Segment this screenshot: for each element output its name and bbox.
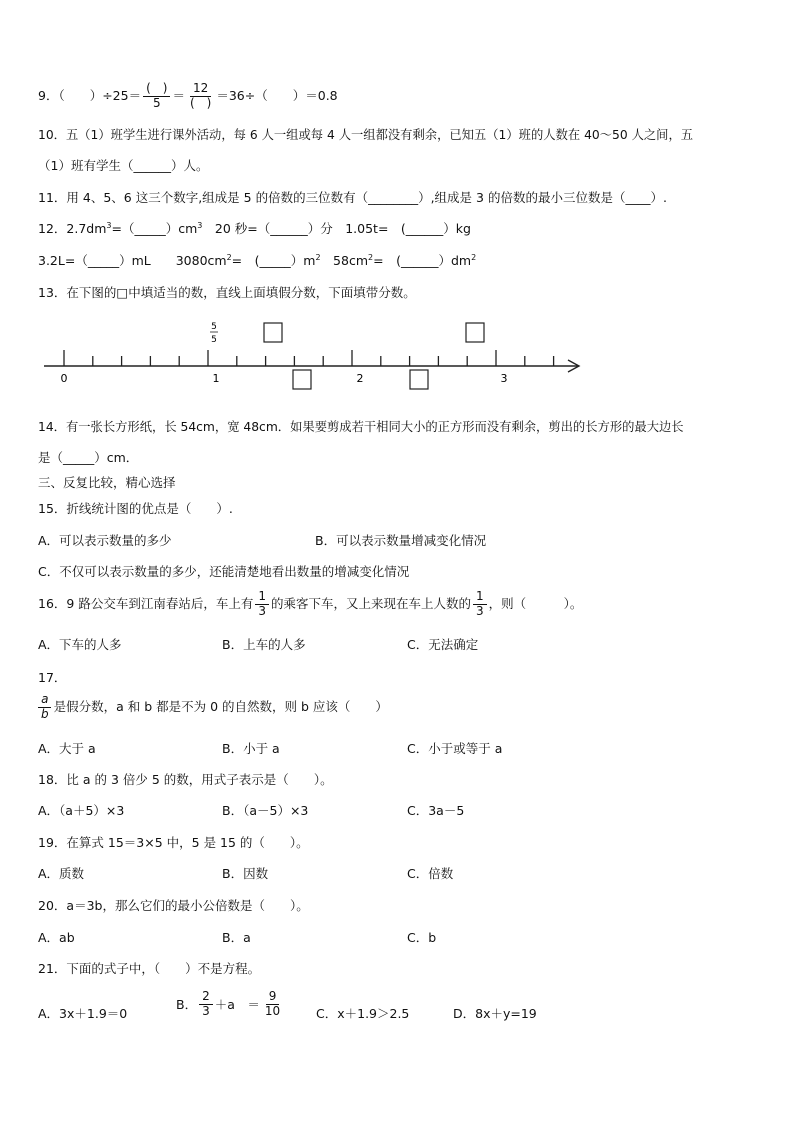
question-18: 18．比 a 的 3 倍少 5 的数，用式子表示是（ ）。	[38, 772, 333, 787]
fraction: $\frac{2}{3}$	[199, 990, 213, 1019]
option-b[interactable]: B．（a－5）×3	[222, 803, 309, 818]
fraction: $\frac{1}{3}$	[255, 590, 269, 619]
answer-box-below[interactable]	[410, 370, 428, 389]
section-heading: 三、反复比较，精心选择	[38, 475, 176, 490]
number-line-ticks	[64, 350, 554, 366]
fraction: $\frac{( )}{5}$	[143, 82, 170, 111]
option-a[interactable]: A．（a＋5）×3	[38, 803, 125, 818]
option-a[interactable]: A．质数	[38, 866, 85, 881]
option-b[interactable]: B． $\frac{2}{3}$ ＋a ＝ $\frac{9}{10}$	[176, 990, 285, 1019]
option-c[interactable]: C．倍数	[407, 866, 454, 881]
option-a[interactable]: A．大于 a	[38, 741, 96, 756]
fraction: $\frac{12}{( )}$	[189, 81, 212, 110]
question-14-line-2: 是（_____）cm．	[38, 450, 139, 465]
option-c[interactable]: C．3a－5	[407, 803, 465, 818]
question-16: 16．9 路公交车到江南春站后，车上有 $\frac{1}{3}$ 的乘客下车，又上来现在车上人数的 $\frac{1}{3}$ ，则（ ）。	[38, 589, 583, 618]
option-b[interactable]: B．a	[222, 930, 251, 945]
option-c[interactable]: C．不仅可以表示数量的多少，还能清楚地看出数量的增减变化情况	[38, 564, 410, 579]
fraction: $\frac{9}{10}$	[264, 989, 281, 1018]
question-12-line-2: 3.2L=（_____）mL $3080cm^2=$ $(\_\_\_\_\_)m^2$ $58cm^2=$ $(\_\_\_\_\_\_)dm^2$	[38, 252, 477, 268]
answer-box-above[interactable]	[264, 323, 282, 342]
question-10-line-1: 10．五（1）班学生进行课外活动，每 6 人一组或每 4 人一组都没有剩余，已知五（1）班的人数在 40～50 人之间，五	[38, 128, 694, 142]
question-10-line-2: （1）班有学生（______）人。	[38, 158, 209, 173]
question-14-line-1: 14．有一张长方形纸，长 54cm，宽 48cm．如果要剪成若干相同大小的正方形而没有剩余，剪出的长方形的最大边长	[38, 420, 684, 434]
number-line	[38, 318, 598, 390]
option-d[interactable]: D．8x＋y=19	[453, 1006, 537, 1021]
question-13: 13．在下图的□中填适当的数，直线上面填假分数，下面填带分数。	[38, 285, 416, 300]
question-12-line-1: 12．$2.7dm^3=(\_\_\_\_\_)cm^3$ 20 秒=（______）分 1.05t= (______）kg	[38, 220, 471, 236]
answer-box-above[interactable]	[466, 323, 484, 342]
fraction-denominator: 5	[211, 335, 217, 345]
fraction: $\frac{1}{3}$	[473, 590, 487, 619]
number-line-label-1: 1	[212, 372, 220, 385]
fraction: $\frac{a}{b}$	[38, 693, 52, 722]
question-17: $\frac{a}{b}$ 是假分数，a 和 b 都是不为 0 的自然数，则 b 应该（ ）	[36, 693, 388, 722]
option-b[interactable]: B．小于 a	[222, 741, 280, 756]
option-a[interactable]: A．ab	[38, 930, 75, 945]
number-line-label-0: 0	[60, 372, 68, 385]
option-c[interactable]: C．b	[407, 930, 437, 945]
question-9: 9．（ ）÷25＝ $\frac{( )}{5}$ ＝ $\frac{12}{( )}$ ＝36÷（ ）＝0.8	[38, 81, 338, 110]
question-19: 19．在算式 15＝3×5 中，5 是 15 的（ ）。	[38, 835, 309, 850]
question-11: 11．用 4、5、6 这三个数字,组成是 5 的倍数的三位数有（________）,组成是 3 的倍数的最小三位数是（____）.	[38, 190, 667, 205]
option-a[interactable]: A．可以表示数量的多少	[38, 533, 172, 548]
option-a[interactable]: A．下车的人多	[38, 637, 122, 652]
number-line-label-3: 3	[500, 372, 508, 385]
fraction-numerator: 5	[211, 322, 217, 332]
answer-box-below[interactable]	[293, 370, 311, 389]
option-b[interactable]: B．可以表示数量增减变化情况	[315, 533, 487, 548]
question-17-label: 17．	[38, 670, 67, 685]
option-b[interactable]: B．上车的人多	[222, 637, 306, 652]
option-c[interactable]: C．小于或等于 a	[407, 741, 503, 756]
option-c[interactable]: C．无法确定	[407, 637, 479, 652]
number-line-label-2: 2	[356, 372, 364, 385]
option-a[interactable]: A．3x＋1.9＝0	[38, 1006, 128, 1021]
option-c[interactable]: C．x＋1.9＞2.5	[316, 1006, 410, 1021]
question-20: 20．a＝3b，那么它们的最小公倍数是（ ）。	[38, 898, 309, 913]
question-21: 21．下面的式子中，（ ）不是方程。	[38, 961, 261, 976]
question-15: 15．折线统计图的优点是（ ）.	[38, 501, 233, 516]
option-b[interactable]: B．因数	[222, 866, 269, 881]
